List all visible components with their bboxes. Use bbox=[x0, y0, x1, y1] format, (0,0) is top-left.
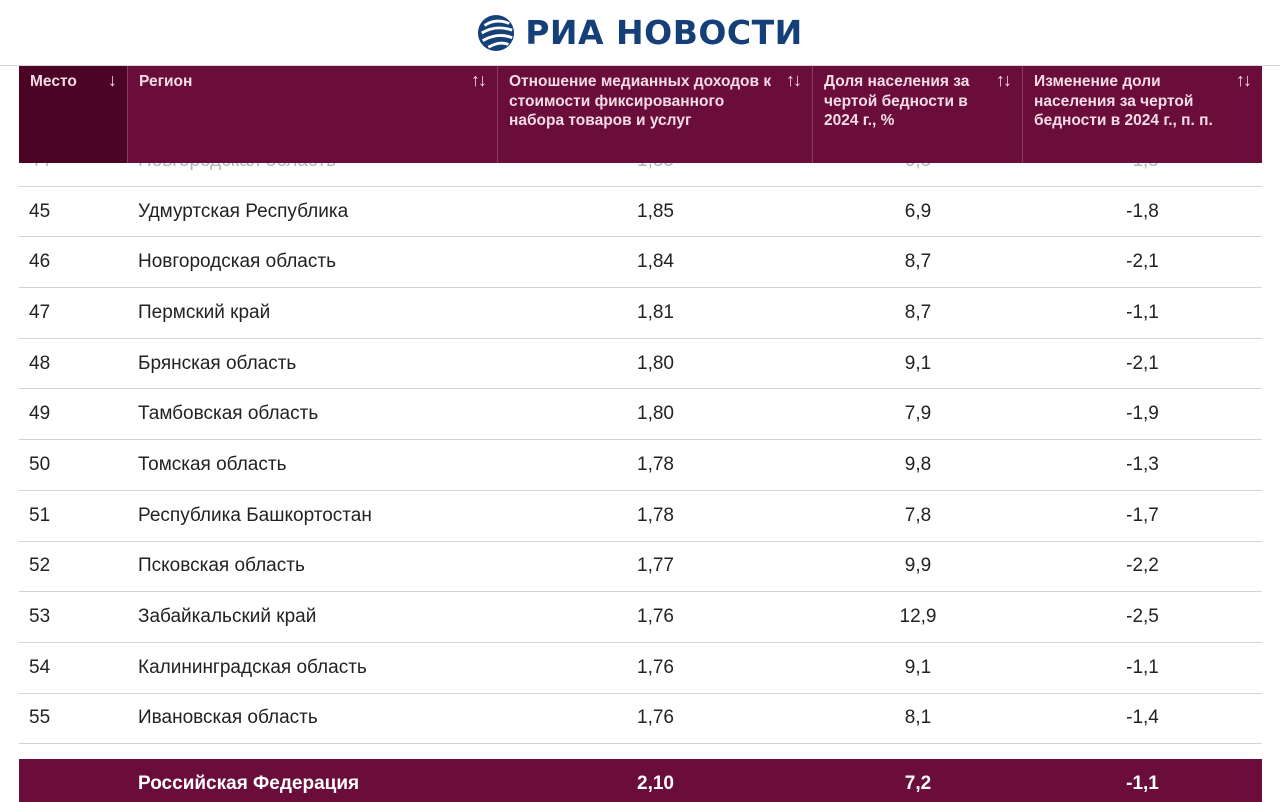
table-row bbox=[19, 643, 1262, 694]
column-header-income-ratio[interactable] bbox=[498, 66, 813, 163]
cell-poverty-share: 7,9 bbox=[904, 403, 932, 425]
cell-place: 48 bbox=[29, 352, 51, 374]
table-body[interactable] bbox=[19, 136, 1262, 744]
cell-poverty-share: 9,8 bbox=[904, 453, 932, 475]
table-row bbox=[19, 491, 1262, 542]
cell-poverty-share: 7,2 bbox=[904, 773, 932, 794]
table-header bbox=[19, 66, 1262, 163]
cell-poverty-change: -1,4 bbox=[1126, 707, 1159, 729]
table-row bbox=[19, 339, 1262, 390]
cell-income-ratio: 1,85 bbox=[637, 200, 674, 222]
cell-income-ratio: 1,81 bbox=[637, 301, 674, 323]
sort-icon[interactable]: ↑↓ bbox=[786, 70, 800, 90]
column-header-label: Доля населения за чертой бедности в 2024 г., % bbox=[824, 73, 970, 129]
ria-logo[interactable] bbox=[477, 13, 803, 52]
table-row bbox=[19, 389, 1262, 440]
table-row bbox=[19, 542, 1262, 593]
column-header-label: Отношение медианных доходов к стоимости фиксированного набора товаров и услуг bbox=[509, 73, 772, 129]
cell-poverty-change: -1,1 bbox=[1126, 301, 1159, 323]
brand-name: РИА НОВОСТИ bbox=[525, 13, 803, 52]
cell-income-ratio: 1,76 bbox=[637, 606, 674, 628]
cell-income-ratio: 1,76 bbox=[637, 656, 674, 678]
cell-region: Псковская область bbox=[138, 555, 305, 577]
cell-place: 55 bbox=[29, 707, 51, 729]
column-header-label: Место bbox=[30, 73, 77, 90]
column-header-poverty-share[interactable] bbox=[813, 66, 1023, 163]
cell-place: 50 bbox=[29, 453, 51, 475]
cell-place: 45 bbox=[29, 200, 51, 222]
cell-poverty-share: 9,1 bbox=[904, 656, 932, 678]
cell-place: 49 bbox=[29, 403, 51, 425]
cell-region: Забайкальский край bbox=[138, 606, 317, 628]
cell-place: 53 bbox=[29, 606, 51, 628]
cell-income-ratio: 1,80 bbox=[637, 352, 674, 374]
table-row bbox=[19, 187, 1262, 238]
cell-place: 52 bbox=[29, 555, 51, 577]
sort-icon[interactable]: ↑↓ bbox=[1236, 70, 1250, 90]
cell-region: Пермский край bbox=[138, 301, 271, 323]
table-row bbox=[19, 440, 1262, 491]
cell-place: 54 bbox=[29, 656, 51, 678]
cell-income-ratio: 2,10 bbox=[637, 773, 674, 794]
cell-place: 47 bbox=[29, 301, 51, 323]
table-row bbox=[19, 237, 1262, 288]
cell-income-ratio: 1,78 bbox=[637, 453, 674, 475]
cell-place: 46 bbox=[29, 251, 51, 273]
cell-poverty-change: -2,5 bbox=[1126, 606, 1159, 628]
cell-poverty-change: -1,3 bbox=[1126, 453, 1159, 475]
cell-poverty-change: -1,1 bbox=[1126, 656, 1159, 678]
total-row bbox=[19, 759, 1262, 802]
table-row bbox=[19, 694, 1262, 745]
cell-region: Республика Башкортостан bbox=[138, 504, 372, 526]
cell-region: Калининградская область bbox=[138, 656, 367, 678]
cell-income-ratio: 1,77 bbox=[637, 555, 674, 577]
sort-icon[interactable]: ↑↓ bbox=[996, 70, 1010, 90]
table-row bbox=[19, 592, 1262, 643]
cell-poverty-share: 9,1 bbox=[904, 352, 932, 374]
globe-logo-icon bbox=[477, 14, 515, 52]
table-row bbox=[19, 288, 1262, 339]
cell-income-ratio: 1,84 bbox=[637, 251, 674, 273]
cell-region: Томская область bbox=[138, 453, 287, 475]
cell-poverty-share: 7,8 bbox=[904, 504, 932, 526]
cell-poverty-share: 12,9 bbox=[899, 606, 937, 628]
cell-place: 51 bbox=[29, 504, 51, 526]
cell-region: Новгородская область bbox=[138, 251, 336, 273]
cell-income-ratio: 1,78 bbox=[637, 504, 674, 526]
cell-region: Ивановская область bbox=[138, 707, 318, 729]
column-header-label: Регион bbox=[139, 73, 193, 90]
cell-poverty-share: 8,7 bbox=[904, 301, 932, 323]
cell-poverty-change: -2,1 bbox=[1126, 251, 1159, 273]
cell-region: Брянская область bbox=[138, 352, 297, 374]
column-header-label: Изменение доли населения за чертой бедности в 2024 г., п. п. bbox=[1034, 73, 1213, 129]
cell-poverty-share: 8,1 bbox=[904, 707, 932, 729]
cell-income-ratio: 1,76 bbox=[637, 707, 674, 729]
cell-poverty-change: -1,1 bbox=[1126, 773, 1159, 794]
sort-icon[interactable]: ↑↓ bbox=[471, 70, 485, 90]
column-header-region[interactable] bbox=[128, 66, 498, 163]
sort-desc-icon[interactable]: ↓ bbox=[108, 70, 115, 90]
cell-poverty-share: 8,7 bbox=[904, 251, 932, 273]
cell-region: Российская Федерация bbox=[138, 773, 360, 794]
column-header-place[interactable] bbox=[19, 66, 128, 163]
column-header-poverty-change[interactable] bbox=[1023, 66, 1262, 163]
cell-poverty-change: -1,7 bbox=[1126, 504, 1159, 526]
cell-income-ratio: 1,80 bbox=[637, 403, 674, 425]
cell-poverty-change: -1,9 bbox=[1126, 403, 1159, 425]
cell-poverty-change: -1,8 bbox=[1126, 200, 1159, 222]
cell-poverty-change: -2,1 bbox=[1126, 352, 1159, 374]
cell-poverty-share: 6,9 bbox=[904, 200, 932, 222]
cell-poverty-share: 9,9 bbox=[904, 555, 932, 577]
cell-poverty-change: -2,2 bbox=[1126, 555, 1159, 577]
cell-region: Тамбовская область bbox=[138, 403, 319, 425]
site-header bbox=[0, 0, 1280, 66]
cell-region: Удмуртская Республика bbox=[138, 200, 349, 222]
